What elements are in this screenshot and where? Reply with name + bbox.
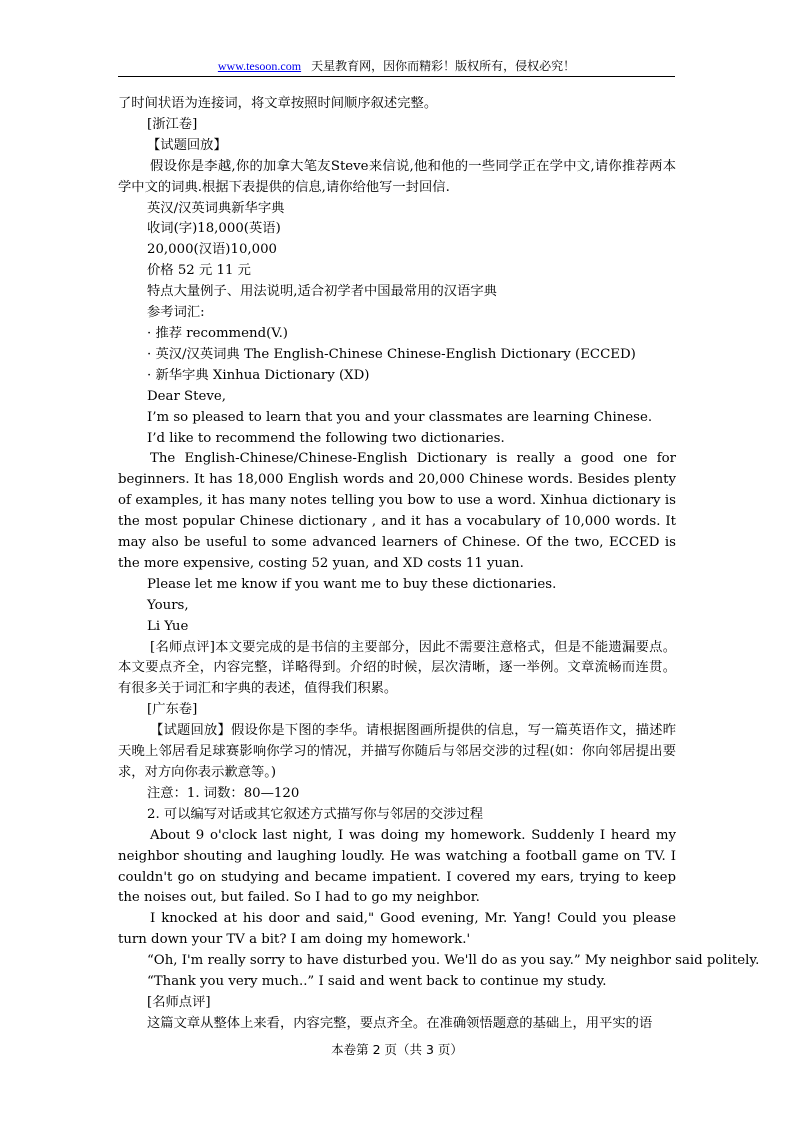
text-line: I’d like to recommend the following two dictionaries. (147, 430, 505, 446)
text-line: [广东卷] (147, 702, 198, 718)
text-line: 假设你是李越,你的加拿大笔友Steve来信说,他和他的一些同学正在学中文,请你推荐两本学中文的词典.根据下表提供的信息,请你给他写一封回信. (118, 158, 676, 195)
text-line: 20,000(汉语)10,000 (147, 242, 278, 258)
text-line: · 新华字典 Xinhua Dictionary (XD) (147, 367, 370, 383)
document-body (118, 94, 760, 1035)
page-header (118, 58, 675, 77)
text-line: I’m so pleased to learn that you and your classmates are learning Chinese. (147, 409, 653, 425)
text-line: Li Yue (147, 618, 189, 634)
text-line: 注意：1. 词数：80—120 (147, 785, 300, 801)
text-line: 这篇文章从整体上来看，内容完整，要点齐全。在准确领悟题意的基础上，用平实的语 (147, 1015, 653, 1031)
text-line: Dear Steve, (147, 388, 226, 404)
text-line: 英汉/汉英词典新华字典 (147, 200, 285, 216)
text-line: Yours, (147, 597, 189, 613)
text-line: 【试题回放】假设你是下图的李华。请根据图画所提供的信息，写一篇英语作文，描述昨天晚上邻居看足球赛影响你学习的情况，并描写你随后与邻居交涉的过程(如：你向邻居提出要求，对方向你表示歉意等。) (118, 723, 676, 780)
page-footer: 本卷第 2 页（共 3 页） (331, 1042, 463, 1057)
text-line: The English-Chinese/Chinese-English Dictionary is really a good one for beginners. It has 18,000 English words and 20,000 Chinese words. Besides plenty of examples, it has many notes telling you bow to use a word. Xinhua dictionary is the most popular Chinese dictionary , and it has a vocabulary of 10,000 words. It may also be useful to some advanced learners of Chinese. Of the two, ECCED is the more expensive, costing 52 yuan, and XD costs 11 yuan. (118, 451, 676, 571)
text-line: 收词(字)18,000(英语) (147, 221, 281, 237)
text-line: 2. 可以编写对话或其它叙述方式描写你与邻居的交涉过程 (147, 806, 484, 822)
text-line: [名师点评] (147, 994, 211, 1010)
text-line: “Oh, I'm really sorry to have disturbed you. We'll do as you say.” My neighbor said politely. (147, 953, 760, 969)
text-line: Please let me know if you want me to buy these dictionaries. (147, 576, 557, 592)
text-line: 参考词汇: (147, 305, 205, 321)
text-line: I knocked at his door and said," Good evening, Mr. Yang! Could you please turn down your TV a bit? I am doing my homework.' (118, 911, 676, 948)
text-line: 【试题回放】 (147, 137, 227, 153)
text-line: About 9 o'clock last night, I was doing my homework. Suddenly I heard my neighbor shouting and laughing loudly. He was watching a football game on TV. I couldn't go on studying and became impatient. I covered my ears, trying to keep the noises out, but failed. So I had to go my neighbor. (118, 827, 676, 906)
text-line: [浙江卷] (147, 116, 198, 132)
text-line: · 推荐 recommend(V.) (147, 325, 288, 341)
text-line: “Thank you very much..” I said and went back to continue my study. (147, 974, 607, 990)
text-line: 特点大量例子、用法说明,适合初学者中国最常用的汉语字典 (147, 284, 497, 300)
header-slogan: 天星教育网，因你而精彩！版权所有，侵权必究！ (311, 59, 576, 73)
text-line: · 英汉/汉英词典 The English-Chinese Chinese-English Dictionary (ECCED) (147, 346, 636, 362)
text-line: 了时间状语为连接词，将文章按照时间顺序叙述完整。 (118, 96, 438, 111)
text-line: 价格 52 元 11 元 (147, 263, 251, 279)
site-link[interactable]: www.tesoon.com (217, 59, 302, 73)
text-line: [名师点评]本文要完成的是书信的主要部分，因此不需要注意格式，但是不能遗漏要点。本文要点齐全，内容完整，详略得到。介绍的时候，层次清晰，逐一举例。文章流畅而连贯。有很多关于词汇和字典的表述，值得我们积累。 (118, 639, 676, 697)
